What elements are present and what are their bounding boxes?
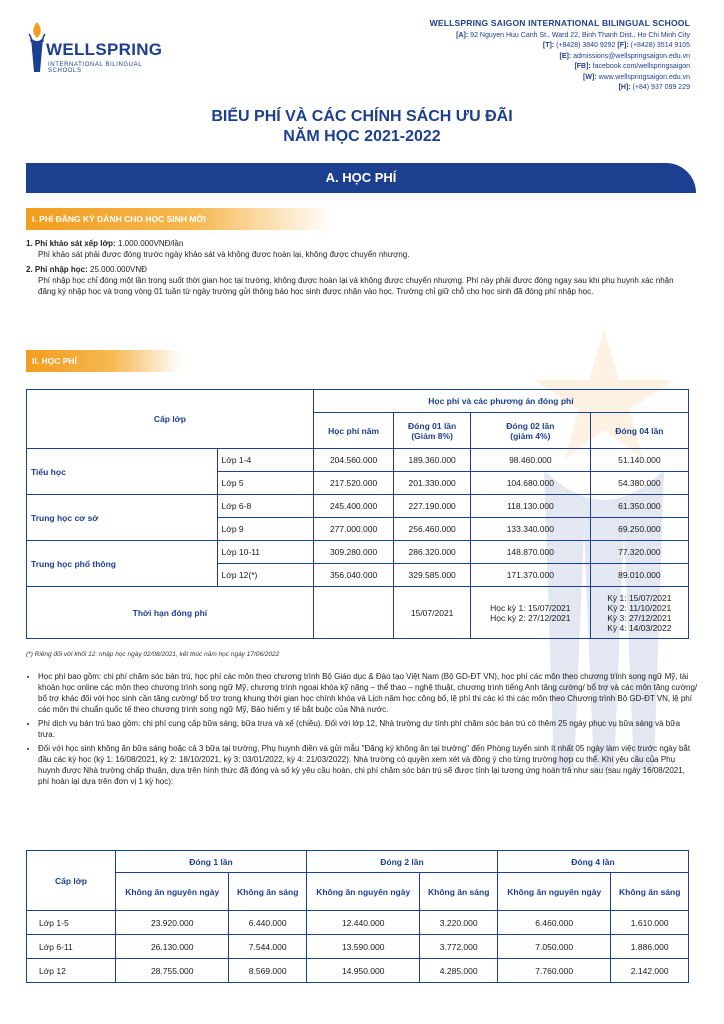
pay4-cell: 77.320.000 (590, 541, 688, 564)
note-item: • Học phí bao gồm: chi phí chăm sóc bán trú, học phí các môn theo chương trình Bộ Giáo dục & Đào tạo Việt Nam (Bộ GD-ĐT VN), học phí các môn theo chương trình song ngữ Mỹ, tài khoản học online các môn theo chương trình song ngữ Mỹ, chương trình ngoại khóa kỹ năng – thể thao – nghệ thuật, chương trình tiếng Anh tăng cường/ bổ trợ và các môn tăng cường/ bổ trợ khác đối với học sinh cần tăng cường/ bổ trợ trong khung thời gian học chính khóa và Lịch năm học công bố, lệ phí thi các kì thi các môn theo Chương trình Bộ GD-ĐT VN, lệ phí các môn thi chuẩn quốc tế theo chương trình song ngữ Mỹ, Bảo hiểm y tế bắt buộc của Nhà nước. (38, 671, 698, 715)
pay2-cell: 118.130.000 (470, 495, 590, 518)
meal-header-group-2: Đóng 2 lần (306, 851, 497, 873)
deadline-label: Thời hạn đóng phí (27, 587, 314, 639)
deadline-pay2: Học kỳ 1: 15/07/2021 Học kỳ 2: 27/12/2021 (470, 587, 590, 639)
meal-value-cell: 6.460.000 (497, 911, 610, 935)
note-item: • Đối với học sinh không ăn bữa sáng hoặc cả 3 bữa tại trường, Phụ huynh điền và gửi mẫu "Đăng ký không ăn tại trường" đến Phòng tuyển sinh ít nhất 05 ngày làm việc trước ngày bắt đầu các kỳ học (kỳ 1: 16/08/2021, kỳ 2: 18/10/2021, kỳ 3: 03/01/2022, kỳ 4: 21/03/2022). Nhà trường có quyền xem xét và đồng ý cho từng trường hợp cụ thể. Khi yêu cầu của Phụ huynh được Nhà trường chấp thuận, dựa trên hình thức đã đóng và số kỳ yêu cầu hoàn, chi phí chăm sóc bán trú sẽ được tính lại tương ứng hoàn trả như sau (sau ngày 16/08/2021, phí hoàn lại dựa trên đơn vị 1 kỳ học): (38, 743, 698, 787)
tuition-table (26, 389, 689, 639)
meal-value-cell: 3.220.000 (420, 911, 498, 935)
meal-sub-full: Không ăn nguyên ngày (116, 873, 229, 911)
deadline-pay1: 15/07/2021 (394, 587, 471, 639)
address-line: [A]: 92 Nguyen Huu Canh St., Ward 22, Binh Thanh Dist., Ho Chi Minh City (456, 31, 690, 39)
header-level: Cấp lớp (27, 390, 314, 449)
tuition-row (27, 541, 689, 564)
pay2-cell: 133.340.000 (470, 518, 590, 541)
header-payment-group: Học phí và các phương án đóng phí (313, 390, 688, 413)
header-pay2: Đóng 02 lần (giảm 4%) (470, 413, 590, 449)
item1-value: 1.000.000VNĐ/lần (117, 239, 184, 248)
deadline-pay4: Kỳ 1: 15/07/2021 Kỳ 2: 11/10/2021 Kỳ 3: 27/12/2021 Kỳ 4: 14/03/2022 (590, 587, 688, 639)
website-line: [W]: www.wellspringsaigon.edu.vn (583, 73, 690, 81)
pay2-cell: 98.460.000 (470, 449, 590, 472)
meal-value-cell: 3.772.000 (420, 935, 498, 959)
meal-value-cell: 14.950.000 (306, 959, 419, 983)
pay2-cell: 104.680.000 (470, 472, 590, 495)
school-logo (26, 18, 166, 78)
meal-sub-breakfast: Không ăn sáng (420, 873, 498, 911)
meal-grade-cell: Lớp 12 (27, 959, 116, 983)
header-annual: Học phí năm (313, 413, 393, 449)
meal-value-cell: 23.920.000 (116, 911, 229, 935)
pay2-cell: 171.370.000 (470, 564, 590, 587)
pay4-cell: 61.350.000 (590, 495, 688, 518)
meal-sub-breakfast: Không ăn sáng (229, 873, 307, 911)
meal-row (27, 911, 689, 935)
item1-desc: Phí khảo sát phải được đóng trước ngày khảo sát và không được hoàn lại, không được chuyển nhượng. (38, 250, 410, 259)
school-contact-block (360, 18, 690, 94)
meal-value-cell: 7.050.000 (497, 935, 610, 959)
pay1-cell: 286.320.000 (394, 541, 471, 564)
deadline-annual (313, 587, 393, 639)
phone-line: [T]: (+8428) 3840 9292 [F]: (+8428) 3514 9105 (542, 42, 690, 49)
title-line-1: BIỂU PHÍ VÀ CÁC CHÍNH SÁCH ƯU ĐÃI (211, 108, 513, 125)
tuition-row (27, 449, 689, 472)
meal-row (27, 935, 689, 959)
section-2-heading: II. HỌC PHÍ (26, 350, 182, 372)
facebook-line: [FB]: facebook.com/wellspringsaigon (574, 63, 690, 70)
meal-header-group-1: Đóng 1 lần (116, 851, 307, 873)
grade-cell: Lớp 10-11 (217, 541, 313, 564)
meal-value-cell: 8.569.000 (229, 959, 307, 983)
pay1-cell: 256.460.000 (394, 518, 471, 541)
hotline-line: [H]: (+84) 937 099 229 (618, 84, 690, 91)
grade-cell: Lớp 1-4 (217, 449, 313, 472)
pay4-cell: 54.380.000 (590, 472, 688, 495)
meal-sub-full: Không ăn nguyên ngày (306, 873, 419, 911)
meal-value-cell: 26.130.000 (116, 935, 229, 959)
item2-desc: Phí nhập học chỉ đóng một lần trong suốt thời gian học tại trường, không được hoàn lại và không được chuyển nhượng. Phí này phải được đóng ngay sau khi phụ huynh xác nhận đăng ký nhập học và trong vòng 01 tuần từ ngày trường gửi thông báo học sinh được nhận vào học. Trường chỉ giữ chỗ cho học sinh đã đóng phí nhập học. (38, 276, 674, 296)
meal-sub-full: Không ăn nguyên ngày (497, 873, 610, 911)
annual-fee-cell: 204.560.000 (313, 449, 393, 472)
tuition-row (27, 495, 689, 518)
header-pay4: Đóng 04 lần (590, 413, 688, 449)
annual-fee-cell: 245.400.000 (313, 495, 393, 518)
meal-header-level: Cấp lớp (27, 851, 116, 911)
pay4-cell: 89.010.000 (590, 564, 688, 587)
logo-subtext: INTERNATIONAL BILINGUAL SCHOOLS (48, 62, 142, 74)
meal-refund-table (26, 850, 689, 983)
annual-fee-cell: 356.040.000 (313, 564, 393, 587)
level-name: Trung học cơ sở (27, 495, 218, 541)
pay1-cell: 189.360.000 (394, 449, 471, 472)
level-name: Tiểu học (27, 449, 218, 495)
annual-fee-cell: 309.280.000 (313, 541, 393, 564)
note-item: • Phí dịch vụ bán trú bao gồm: chi phí cung cấp bữa sáng, bữa trưa và xế (chiều). Đối với lớp 12, Nhà trường dự tính phí chăm sóc bán trú có thêm 25 ngày phục vụ bữa sáng và bữa trưa. (38, 718, 698, 740)
item2-value: 25.000.000VNĐ (90, 265, 147, 274)
section-a-header: A. HỌC PHÍ (26, 163, 696, 193)
meal-value-cell: 7.544.000 (229, 935, 307, 959)
footnote: (*) Riêng đối với khối 12: nhập học ngày 02/08/2021, kết thúc năm học ngày 17/06/2022 (26, 651, 280, 658)
email-line: [E]: admissions@wellspringsaigon.edu.vn (559, 52, 690, 60)
meal-header-group-4: Đóng 4 lần (497, 851, 688, 873)
item1-label: 1. Phí khảo sát xếp lớp: (26, 239, 116, 248)
annual-fee-cell: 217.520.000 (313, 472, 393, 495)
meal-value-cell: 2.142.000 (611, 959, 689, 983)
section-1-heading: I. PHÍ ĐĂNG KÝ DÀNH CHO HỌC SINH MỚI (26, 208, 332, 230)
logo-text: WELLSPRING (46, 40, 163, 59)
title-line-2: NĂM HỌC 2021-2022 (283, 128, 441, 145)
section-1-body (26, 238, 689, 297)
header-pay1: Đóng 01 lần (Giảm 8%) (394, 413, 471, 449)
pay4-cell: 51.140.000 (590, 449, 688, 472)
grade-cell: Lớp 5 (217, 472, 313, 495)
meal-sub-breakfast: Không ăn sáng (611, 873, 689, 911)
meal-row (27, 959, 689, 983)
meal-grade-cell: Lớp 6-11 (27, 935, 116, 959)
pay4-cell: 69.250.000 (590, 518, 688, 541)
meal-value-cell: 6.440.000 (229, 911, 307, 935)
meal-grade-cell: Lớp 1-5 (27, 911, 116, 935)
meal-value-cell: 4.285.000 (420, 959, 498, 983)
grade-cell: Lớp 9 (217, 518, 313, 541)
meal-value-cell: 7.760.000 (497, 959, 610, 983)
school-name: WELLSPRING SAIGON INTERNATIONAL BILINGUAL SCHOOL (429, 18, 690, 28)
pay1-cell: 227.190.000 (394, 495, 471, 518)
grade-cell: Lớp 12(*) (217, 564, 313, 587)
pay1-cell: 201.330.000 (394, 472, 471, 495)
meal-value-cell: 1.610.000 (611, 911, 689, 935)
annual-fee-cell: 277.000.000 (313, 518, 393, 541)
level-name: Trung học phổ thông (27, 541, 218, 587)
meal-value-cell: 12.440.000 (306, 911, 419, 935)
fee-notes-list (28, 671, 698, 790)
pay1-cell: 329.585.000 (394, 564, 471, 587)
meal-value-cell: 28.755.000 (116, 959, 229, 983)
document-title (0, 107, 724, 147)
item2-label: 2. Phí nhập học: (26, 265, 88, 274)
torch-icon (26, 20, 48, 74)
grade-cell: Lớp 6-8 (217, 495, 313, 518)
meal-value-cell: 13.590.000 (306, 935, 419, 959)
pay2-cell: 148.870.000 (470, 541, 590, 564)
meal-value-cell: 1.886.000 (611, 935, 689, 959)
